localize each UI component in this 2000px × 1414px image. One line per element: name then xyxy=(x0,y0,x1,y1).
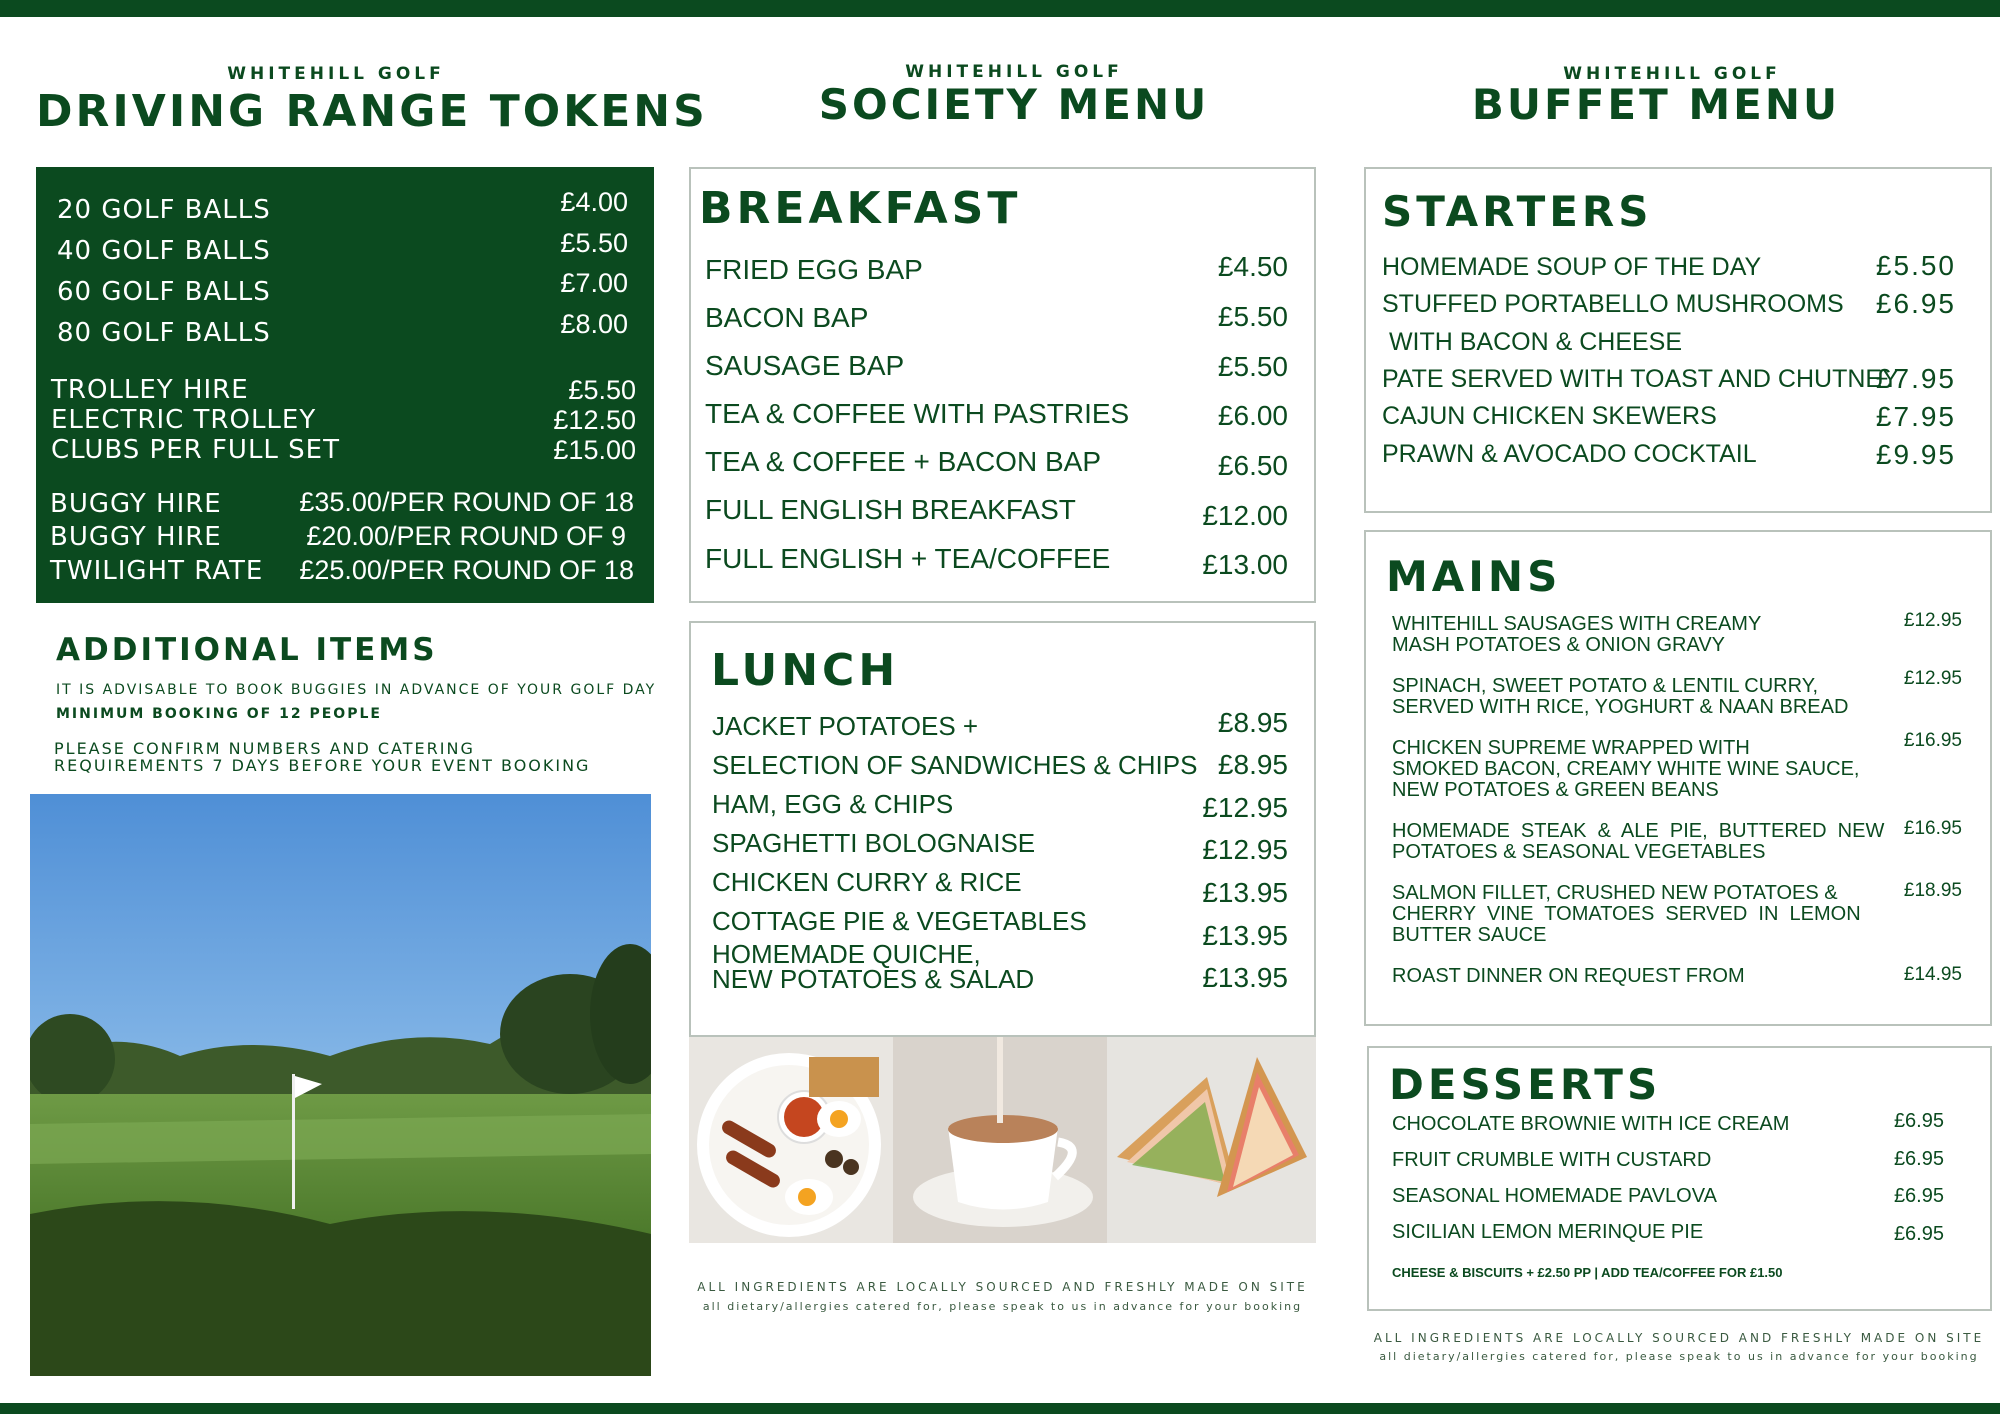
lunch-item-price: £13.95 xyxy=(1202,962,1288,993)
range-kicker: WHITEHILL GOLF xyxy=(227,64,445,84)
breakfast-item-price: £13.00 xyxy=(1202,549,1288,580)
lunch-item-price: £12.95 xyxy=(1202,792,1288,823)
lunch-box xyxy=(689,621,1316,1037)
hire-item-label: TROLLEY HIRE xyxy=(51,375,249,405)
hire-item-price: £12.50 xyxy=(553,405,636,435)
main-item-line: ROAST DINNER ON REQUEST FROM xyxy=(1392,965,1745,987)
dessert-item-price: £6.95 xyxy=(1893,1110,1944,1132)
lunch-item-price: £13.95 xyxy=(1202,920,1288,951)
desserts-extra-note: CHEESE & BISCUITS + £2.50 PP | ADD TEA/COFFEE FOR £1.50 xyxy=(1392,1265,1783,1280)
dessert-item-label: SICILIAN LEMON MERINQUE PIE xyxy=(1392,1221,1704,1243)
starters-title: STARTERS xyxy=(1382,187,1653,236)
golf-course-photo xyxy=(30,794,651,1376)
mains-box xyxy=(1364,530,1992,1026)
hire-item-label: ELECTRIC TROLLEY xyxy=(51,405,317,435)
main-item-price: £16.95 xyxy=(1903,818,1962,839)
lunch-item-label: HOMEMADE QUICHE, xyxy=(712,939,981,969)
starter-item-price: £9.95 xyxy=(1875,439,1956,470)
lunch-item-label: JACKET POTATOES + xyxy=(712,711,979,741)
lunch-item-price: £13.95 xyxy=(1202,877,1288,908)
mains-title: MAINS xyxy=(1386,552,1562,601)
desserts-title: DESSERTS xyxy=(1389,1060,1662,1109)
breakfast-item-label: SAUSAGE BAP xyxy=(705,350,905,381)
breakfast-item-price: £6.00 xyxy=(1217,400,1288,431)
main-item-line: SMOKED BACON, CREAMY WHITE WINE SAUCE, xyxy=(1392,758,1860,780)
hire-item-price: £5.50 xyxy=(568,375,636,405)
lunch-item-price: £12.95 xyxy=(1202,834,1288,865)
starter-item-label: CAJUN CHICKEN SKEWERS xyxy=(1382,402,1717,430)
breakfast-item-label: FRIED EGG BAP xyxy=(705,254,923,285)
buffet-footer-allergy: all dietary/allergies catered for, please speak to us in advance for your booking xyxy=(1379,1350,1979,1363)
breakfast-item-label: FULL ENGLISH + TEA/COFFEE xyxy=(705,543,1111,574)
top-band xyxy=(0,0,2000,17)
buggy-item-label: BUGGY HIRE xyxy=(50,522,222,552)
range-item-label: 40 GOLF BALLS xyxy=(57,236,271,266)
range-item-price: £5.50 xyxy=(560,228,628,258)
breakfast-photo xyxy=(689,1037,893,1243)
breakfast-title: BREAKFAST xyxy=(699,183,1022,234)
additional-note: PLEASE CONFIRM NUMBERS AND CATERING xyxy=(54,739,475,758)
main-item-line: SERVED WITH RICE, YOGHURT & NAAN BREAD xyxy=(1392,696,1849,718)
range-item-price: £4.00 xyxy=(560,187,628,217)
main-item-line: SPINACH, SWEET POTATO & LENTIL CURRY, xyxy=(1392,675,1819,697)
starter-item-label: PATE SERVED WITH TOAST AND CHUTNEY xyxy=(1382,365,1899,393)
society-title: SOCIETY MENU xyxy=(818,80,1210,129)
breakfast-item-price: £12.00 xyxy=(1202,500,1288,531)
lunch-item-label: CHICKEN CURRY & RICE xyxy=(712,867,1022,897)
main-item-line: MASH POTATOES & ONION GRAVY xyxy=(1392,634,1726,656)
additional-note: MINIMUM BOOKING OF 12 PEOPLE xyxy=(56,706,382,722)
main-item-line: CHERRY VINE TOMATOES SERVED IN LEMON xyxy=(1392,903,1861,925)
main-item-line: POTATOES & SEASONAL VEGETABLES xyxy=(1392,841,1766,863)
breakfast-item-price: £6.50 xyxy=(1217,450,1288,481)
dessert-item-label: FRUIT CRUMBLE WITH CUSTARD xyxy=(1392,1149,1712,1171)
breakfast-box xyxy=(689,167,1316,603)
society-footer-allergy: all dietary/allergies catered for, please speak to us in advance for your booking xyxy=(702,1300,1303,1313)
main-item-price: £12.95 xyxy=(1903,610,1962,631)
dessert-item-price: £6.95 xyxy=(1893,1148,1944,1170)
lunch-item-label: SELECTION OF SANDWICHES & CHIPS xyxy=(712,750,1198,780)
breakfast-item-label: BACON BAP xyxy=(705,302,869,333)
starter-item-price: £6.95 xyxy=(1875,288,1956,319)
buffet-kicker: WHITEHILL GOLF xyxy=(1563,64,1781,84)
main-item-price: £12.95 xyxy=(1903,668,1962,689)
starter-item-label: HOMEMADE SOUP OF THE DAY xyxy=(1382,253,1762,281)
main-item-price: £18.95 xyxy=(1903,880,1962,901)
coffee-photo xyxy=(893,1037,1107,1243)
starter-item-label: WITH BACON & CHEESE xyxy=(1382,328,1683,356)
range-item-label: 20 GOLF BALLS xyxy=(57,195,271,225)
buffet-title: BUFFET MENU xyxy=(1471,80,1841,129)
lunch-item-label: SPAGHETTI BOLOGNAISE xyxy=(712,828,1036,858)
main-item-line: SALMON FILLET, CRUSHED NEW POTATOES & xyxy=(1392,882,1838,904)
starter-item-price: £7.95 xyxy=(1875,363,1956,394)
range-item-label: 80 GOLF BALLS xyxy=(57,318,271,348)
society-footer-note: ALL INGREDIENTS ARE LOCALLY SOURCED AND FRESHLY MADE ON SITE xyxy=(697,1280,1308,1294)
dessert-item-price: £6.95 xyxy=(1893,1185,1944,1207)
dessert-item-label: CHOCOLATE BROWNIE WITH ICE CREAM xyxy=(1392,1113,1790,1135)
buggy-item-price: £35.00/PER ROUND OF 18 xyxy=(299,487,634,517)
additional-note: IT IS ADVISABLE TO BOOK BUGGIES IN ADVANCE OF YOUR GOLF DAY xyxy=(56,682,657,698)
range-item-price: £8.00 xyxy=(560,309,628,339)
starter-item-label: STUFFED PORTABELLO MUSHROOMS xyxy=(1382,290,1844,318)
buggy-item-label: TWILIGHT RATE xyxy=(50,556,264,586)
starter-item-price: £5.50 xyxy=(1875,250,1956,281)
additional-note: REQUIREMENTS 7 DAYS BEFORE YOUR EVENT BOOKING xyxy=(54,756,591,775)
main-item-price: £14.95 xyxy=(1903,964,1962,985)
main-item-price: £16.95 xyxy=(1903,730,1962,751)
lunch-item-price: £8.95 xyxy=(1217,707,1288,738)
range-item-price: £7.00 xyxy=(560,268,628,298)
hire-item-price: £15.00 xyxy=(553,435,636,465)
desserts-box xyxy=(1367,1046,1992,1311)
hire-item-label: CLUBS PER FULL SET xyxy=(51,435,340,465)
breakfast-item-label: FULL ENGLISH BREAKFAST xyxy=(705,494,1076,525)
buggy-item-price: £20.00/PER ROUND OF 9 xyxy=(306,521,626,551)
additional-title: ADDITIONAL ITEMS xyxy=(56,632,438,668)
starter-item-label: PRAWN & AVOCADO COCKTAIL xyxy=(1382,440,1757,468)
lunch-item-label: COTTAGE PIE & VEGETABLES xyxy=(712,906,1087,936)
breakfast-item-label: TEA & COFFEE WITH PASTRIES xyxy=(705,398,1130,429)
starters-box xyxy=(1364,167,1992,513)
range-item-label: 60 GOLF BALLS xyxy=(57,277,271,307)
starter-item-price: £7.95 xyxy=(1875,401,1956,432)
lunch-item-label: NEW POTATOES & SALAD xyxy=(712,964,1035,994)
breakfast-item-label: TEA & COFFEE + BACON BAP xyxy=(705,446,1101,477)
buggy-item-label: BUGGY HIRE xyxy=(50,489,222,519)
lunch-item-label: HAM, EGG & CHIPS xyxy=(712,789,954,819)
main-item-line: NEW POTATOES & GREEN BEANS xyxy=(1392,779,1719,801)
buffet-footer-note: ALL INGREDIENTS ARE LOCALLY SOURCED AND FRESHLY MADE ON SITE xyxy=(1373,1331,1985,1345)
main-item-line: WHITEHILL SAUSAGES WITH CREAMY xyxy=(1392,613,1762,635)
main-item-line: BUTTER SAUCE xyxy=(1392,924,1547,946)
sandwich-photo xyxy=(1107,1037,1316,1243)
breakfast-item-price: £5.50 xyxy=(1217,351,1288,382)
breakfast-item-price: £4.50 xyxy=(1217,251,1288,282)
main-item-line: HOMEMADE STEAK & ALE PIE, BUTTERED NEW xyxy=(1392,820,1885,842)
dessert-item-label: SEASONAL HOMEMADE PAVLOVA xyxy=(1392,1185,1717,1207)
range-price-panel xyxy=(36,167,654,603)
society-kicker: WHITEHILL GOLF xyxy=(905,62,1123,82)
main-item-line: CHICKEN SUPREME WRAPPED WITH xyxy=(1392,737,1750,759)
breakfast-item-price: £5.50 xyxy=(1217,301,1288,332)
lunch-item-price: £8.95 xyxy=(1217,749,1288,780)
lunch-title: LUNCH xyxy=(711,645,900,696)
dessert-item-price: £6.95 xyxy=(1893,1223,1944,1245)
buggy-item-price: £25.00/PER ROUND OF 18 xyxy=(299,555,634,585)
bottom-band xyxy=(0,1403,2000,1414)
range-title: DRIVING RANGE TOKENS xyxy=(36,86,708,137)
